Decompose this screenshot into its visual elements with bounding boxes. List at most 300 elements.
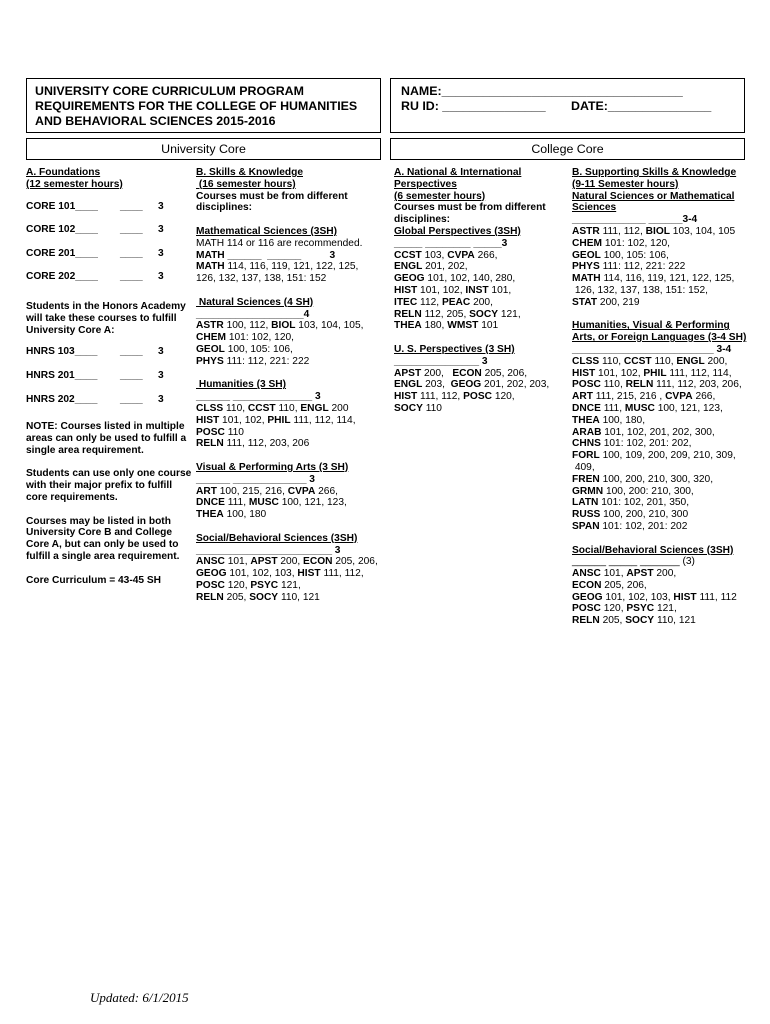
supp-sbs-title: Social/Behavioral Sciences (3SH) [572,544,734,556]
hnrs-row [26,370,194,382]
course-prefix: CHNS [572,438,601,450]
course-prefix: RELN [572,615,600,627]
course-prefix: BIOL [645,225,670,237]
college-core-header: College Core [390,138,745,160]
course-line [196,261,386,273]
course-line [572,391,752,403]
course-line [572,474,752,486]
course-line [572,238,752,250]
core-label: CORE 102____ [26,224,98,236]
program-title-box [26,78,381,133]
nat-title: Natural Sciences (4 SH) [196,296,314,308]
foundations-heading: A. Foundations [26,167,101,178]
course-line [394,309,566,321]
course-prefix: RUSS [572,509,601,521]
course-prefix: ITEC [394,296,418,308]
course-numbers: 100, 105: 106, [600,249,669,261]
course-prefix: HIST [394,284,418,296]
course-numbers: 120, [600,603,627,615]
course-line [196,486,386,498]
course-prefix: ASTR [572,225,600,237]
core-hours: 3 [158,200,164,212]
course-line [196,273,386,285]
math-courses [196,261,386,285]
hum-courses [196,403,386,450]
course-prefix: PSYC [250,579,279,591]
course-numbers: 111, [224,497,249,509]
course-prefix: GEOG [196,568,227,580]
course-prefix: CVPA [287,485,316,497]
course-prefix: GEOG [450,379,482,391]
course-line [196,497,386,509]
course-prefix: RELN [196,591,224,603]
foundations-column [26,167,194,586]
course-line [394,379,566,391]
course-prefix: DNCE [572,402,601,414]
course-prefix: SOCY [469,308,498,320]
course-prefix: PHIL [643,367,667,379]
course-prefix: POSC [196,579,225,591]
course-numbers: 101, 102, [219,414,268,426]
course-prefix: ECON [452,367,482,379]
supp-nat-blank[interactable]: _____________ ______3-4 [572,214,698,226]
course-prefix: POSC [463,391,492,403]
hum-title: Humanities (3 SH) [196,379,287,391]
course-prefix: POSC [572,603,601,615]
course-prefix: RELN [625,379,654,391]
course-numbers: 180, [421,320,448,332]
course-line [572,615,752,627]
course-prefix: CLSS [572,355,600,367]
course-numbers: 110, [600,379,626,391]
course-prefix: RELN [196,438,224,450]
core-label: CORE 101____ [26,200,98,212]
course-prefix: GRMN [572,485,604,497]
course-numbers: 111, 112, 203, 206 [223,438,310,450]
hnrs-blank[interactable]: ____ [120,346,143,358]
course-numbers: 200, [277,556,304,568]
supp-hum-title-1: Humanities, Visual & Performing [572,320,730,332]
course-numbers: 103, 104, 105 [669,225,736,237]
skills-sub-2: disciplines: [196,202,253,214]
course-prefix: GEOG [394,273,425,285]
honors-text-1: Students in the Honors Academy [26,300,186,312]
course-prefix: PHYS [196,355,224,367]
course-line [572,261,752,273]
course-prefix: ECON [303,556,333,568]
honors-text-2: will take these courses to fulfill [26,312,177,324]
course-numbers: 101, 102, 103, [226,568,298,580]
course-numbers: 101: 102, 201: 202 [599,520,688,532]
supporting-heading-1: B. Supporting Skills & Knowledge [572,167,737,178]
core-blank[interactable]: ____ [120,200,143,212]
course-numbers: 120, [224,579,251,591]
course-numbers: 100, 105: 106, [224,343,293,355]
course-line [394,403,566,415]
perspectives-sub-2: disciplines: [394,214,451,226]
course-numbers: 100, 200, 210, 300, 320, [599,473,714,485]
course-numbers: 101, [600,568,627,580]
hnrs-blank[interactable]: ____ [120,393,143,405]
course-numbers: 111: 112, 221: 222 [599,261,686,273]
core-label: CORE 201____ [26,247,98,259]
course-prefix: APST [626,568,654,580]
student-info-box [390,78,745,133]
course-numbers: 110 [422,402,442,414]
course-line [394,320,566,332]
course-prefix: SOCY [249,591,279,603]
course-prefix: GEOL [196,343,225,355]
course-numbers: 111, 112, [320,568,364,580]
course-numbers: 266, [474,249,498,261]
perspectives-heading-2: Perspectives [394,178,457,190]
supp-sbs-courses [572,568,752,627]
course-line [196,332,386,344]
hnrs-label: HNRS 202____ [26,393,98,405]
course-line [394,273,566,285]
course-prefix: MATH [572,273,601,285]
course-numbers: 111, 215, 216 , [592,391,666,403]
note-text-1: NOTE: Courses listed in multiple [26,421,185,433]
course-line [572,580,752,592]
course-numbers: 110, 121 [654,615,696,627]
supp-sbs-blank[interactable]: ______ _____ _______ (3) [572,556,695,568]
course-numbers: 111, 112, 114, [666,367,732,379]
course-numbers: 101, [224,556,251,568]
math-title: Mathematical Sciences (3SH) [196,225,337,237]
hum-blank[interactable]: ______ ______________ 3 [196,391,321,403]
perspectives-heading-1: A. National & International [394,167,522,178]
course-numbers: 200, 219 [597,296,640,308]
core-hours: 3 [158,271,164,283]
core-blank[interactable]: ____ [120,247,143,259]
course-prefix: ENGL [676,355,705,367]
course-numbers: 100, 180, [599,414,646,426]
us-blank[interactable]: _______________ 3 [394,355,488,367]
course-numbers: 101, 102, 103, [602,591,674,603]
course-prefix: APST [250,556,278,568]
course-line [572,297,752,309]
course-line [196,509,386,521]
both-text-4: fulfill a single area requirement. [26,550,180,562]
course-line [196,415,386,427]
course-line [572,568,752,580]
course-line [196,580,386,592]
core-blank[interactable]: ____ [120,271,143,283]
course-prefix: CLSS [196,402,224,414]
course-numbers: 110, [275,402,301,414]
sbs-blank[interactable]: ________________________ 3 [196,544,341,556]
course-prefix: POSC [572,379,601,391]
course-prefix: PHYS [572,261,600,273]
course-prefix: LATN [572,497,599,509]
sbs-title: Social/Behavioral Sciences (3SH) [196,532,358,544]
foundations-hours: (12 semester hours) [26,178,123,190]
course-line [394,285,566,297]
program-title-line-2: REQUIREMENTS FOR THE COLLEGE OF HUMANITIES [35,99,358,113]
course-prefix: ENGL [394,379,423,391]
supp-hum-courses [572,356,752,533]
program-title-line-3: AND BEHAVIORAL SCIENCES 2015-2016 [35,114,276,128]
course-prefix: CHEM [196,332,226,344]
course-prefix: ECON [572,579,602,591]
course-numbers: 126, 132, 137, 138, 151: 152 [196,273,327,285]
ruid-field[interactable]: RU ID: _______________ [401,99,546,113]
course-prefix: FREN [572,473,600,485]
course-prefix: CCST [394,249,422,261]
global-title: Global Perspectives (3SH) [394,225,521,237]
course-line [572,438,752,450]
course-numbers: 126, 132, 137, 138, 151: 152, [572,284,708,296]
math-rec: MATH 114 or 116 are recommended. [196,237,363,249]
course-numbers: 100, 121, 123, [654,402,723,414]
course-line [572,273,752,285]
core-row [26,201,194,213]
course-line [196,356,386,368]
course-numbers: 100, 215, 216, [216,485,288,497]
global-blank[interactable]: _____ ________ _____3 [394,237,508,249]
skills-sub-1: Courses must be from different [196,190,348,202]
both-text-3: Core A, but can only be used to [26,539,179,551]
course-line [196,556,386,568]
note-text-2: areas can only be used to fulfill a [26,432,187,444]
course-prefix: THEA [196,509,224,521]
course-line [196,592,386,604]
core-hours: 3 [158,224,164,236]
course-prefix: CHEM [572,237,602,249]
course-line [196,320,386,332]
course-prefix: MUSC [624,402,655,414]
course-prefix: DNCE [196,497,225,509]
course-prefix: APST [394,367,422,379]
nat-blank[interactable]: ___________________4 [196,308,310,320]
supporting-column [572,167,752,627]
supp-hum-blank[interactable]: _________________________ 3-4 [572,343,732,355]
course-prefix: ART [572,391,593,403]
course-line [196,438,386,450]
course-numbers: 121, [278,579,301,591]
course-prefix: ART [196,485,217,497]
course-line [196,568,386,580]
course-line [572,450,752,462]
course-numbers: 114, 116, 119, 121, 122, 125, [600,273,735,285]
course-line [572,427,752,439]
course-numbers: 112, 205, [421,308,470,320]
course-line [572,368,752,380]
course-numbers: 111, 112, [417,391,464,403]
course-prefix: HIST [297,568,321,580]
course-line [572,509,752,521]
supp-nat-courses [572,226,752,309]
course-prefix: HIST [572,367,596,379]
course-line [394,297,566,309]
course-line [196,344,386,356]
course-line [572,403,752,415]
course-numbers: 101, 102, [417,284,466,296]
course-prefix: ENGL [300,402,329,414]
course-numbers: 266, [315,485,338,497]
course-numbers: 101, 102, 201, 202, 300, [601,426,715,438]
perspectives-column [394,167,566,415]
course-numbers: 110, [599,355,624,367]
course-numbers: 110, 121 [278,591,320,603]
course-prefix: CCST [247,402,276,414]
core-total: Core Curriculum = 43-45 SH [26,574,162,586]
course-prefix: CVPA [665,391,693,403]
course-prefix: MUSC [248,497,279,509]
course-numbers: 409, [572,461,595,473]
supporting-heading-2: (9-11 Semester hours) [572,178,679,190]
course-numbers: 205, 206, [601,579,647,591]
global-courses [394,250,566,333]
course-numbers: 110, [223,402,248,414]
course-numbers: 111: 112, 221: 222 [223,355,310,367]
skills-hours: (16 semester hours) [196,178,296,190]
core-row [26,271,194,283]
us-courses [394,368,566,415]
course-prefix: THEA [394,320,422,332]
course-numbers: 100, 200, 210, 300 [600,509,689,521]
sbs-courses [196,556,386,603]
course-numbers: 205, 206, [332,556,378,568]
course-numbers: 100, 112, [223,320,272,332]
updated-date: Updated: 6/1/2015 [90,990,189,1005]
course-numbers: 111, 112 [696,591,737,603]
course-numbers: 100, 109, 200, 209, 210, 309, [599,450,736,462]
course-numbers: 205, 206, [481,367,528,379]
core-label: CORE 202____ [26,271,98,283]
course-numbers: 200, [704,355,728,367]
vpa-blank[interactable]: ______ _____________ 3 [196,473,315,485]
hnrs-label: HNRS 103____ [26,346,98,358]
course-line [572,497,752,509]
supp-hum-title-2: Arts, or Foreign Languages (3-4 SH) [572,332,747,344]
course-line [572,592,752,604]
both-text-2: University Core B and College [26,527,173,539]
course-line [572,285,752,297]
course-numbers: 201, 202, [422,261,468,273]
program-title-line-1: UNIVERSITY CORE CURRICULUM PROGRAM [35,84,304,98]
course-numbers: 201, 202, 203, [481,379,550,391]
prefix-text-1: Students can use only one course [26,468,192,480]
course-line [572,462,752,474]
course-prefix: SOCY [625,615,655,627]
core-row [26,248,194,260]
course-prefix: BIOL [271,320,296,332]
course-line [394,391,566,403]
course-prefix: CVPA [447,249,475,261]
course-numbers: 101: 102, 201: 202, [600,438,692,450]
hnrs-label: HNRS 201____ [26,369,98,381]
course-numbers: 100, 121, 123, [278,497,347,509]
course-numbers: 121, [498,308,521,320]
course-prefix: HIST [673,591,697,603]
course-numbers: 266, [692,391,716,403]
skills-column [196,167,386,603]
course-line [394,250,566,262]
course-numbers: 112, [417,296,442,308]
name-field[interactable]: NAME:___________________________________ [401,84,683,98]
course-numbers: 103, 104, 105, [295,320,364,332]
course-prefix: ANSC [196,556,225,568]
course-prefix: POSC [196,426,225,438]
course-line [196,427,386,439]
course-numbers: 200, [421,367,453,379]
course-numbers: 101, 102, [595,367,644,379]
course-prefix: SOCY [394,402,423,414]
note-text-3: single area requirement. [26,444,144,456]
core-blank[interactable]: ____ [120,224,143,236]
course-line [572,379,752,391]
skills-heading: B. Skills & Knowledge [196,167,303,178]
core-row [26,224,194,236]
course-line [572,521,752,533]
course-numbers: 101, 102, 140, 280, [424,273,516,285]
course-numbers: 101: 102, 120, [226,332,294,344]
course-prefix: PSYC [626,603,655,615]
prefix-text-3: core requirements. [26,491,118,503]
perspectives-sub-1: Courses must be from different [394,202,546,214]
both-text-1: Courses may be listed in both [26,515,171,527]
course-prefix: PHIL [267,414,291,426]
course-numbers: 111, 112, 203, 206, [653,379,742,391]
hnrs-row [26,346,194,358]
course-numbers: 120, [491,391,515,403]
course-prefix: STAT [572,296,598,308]
course-prefix: PEAC [441,296,471,308]
supp-nat-title-2: Sciences [572,202,617,214]
course-line [572,603,752,615]
nat-courses [196,320,386,367]
course-numbers: 205, [223,591,250,603]
honors-text-3: University Core A: [26,324,115,336]
course-numbers: 101: 102, 201, 350, [598,497,690,509]
course-line [572,356,752,368]
date-field[interactable]: DATE:_______________ [571,99,712,113]
math-blank[interactable]: MATH ______ ______ 3 [196,249,336,261]
course-numbers: 100, 200: 210, 300, [603,485,694,497]
course-numbers: 101 [478,320,499,332]
course-prefix: THEA [572,414,600,426]
hnrs-hours: 3 [158,346,164,358]
course-prefix: ARAB [572,426,602,438]
course-prefix: ASTR [196,320,224,332]
course-prefix: ANSC [572,568,601,580]
course-prefix: HIST [394,391,418,403]
course-numbers: 111, 112, [599,225,646,237]
us-title: U. S. Perspectives (3 SH) [394,343,515,355]
course-line [572,250,752,262]
course-prefix: WMST [447,320,479,332]
course-prefix: FORL [572,450,600,462]
supp-nat-title-1: Natural Sciences or Mathematical [572,190,735,202]
prefix-text-2: with their major prefix to fulfill [26,480,173,492]
hnrs-blank[interactable]: ____ [120,369,143,381]
core-hours: 3 [158,247,164,259]
university-core-header: University Core [26,138,381,160]
hnrs-row [26,394,194,406]
course-numbers: 200, [470,296,493,308]
course-numbers: 203, [422,379,451,391]
vpa-courses [196,486,386,521]
course-numbers: 110, [651,355,677,367]
course-prefix: RELN [394,308,422,320]
course-line [394,261,566,273]
course-numbers: 200, [653,568,677,580]
course-line [572,415,752,427]
course-numbers: 111, 112, 114, [290,414,356,426]
course-line [394,368,566,380]
